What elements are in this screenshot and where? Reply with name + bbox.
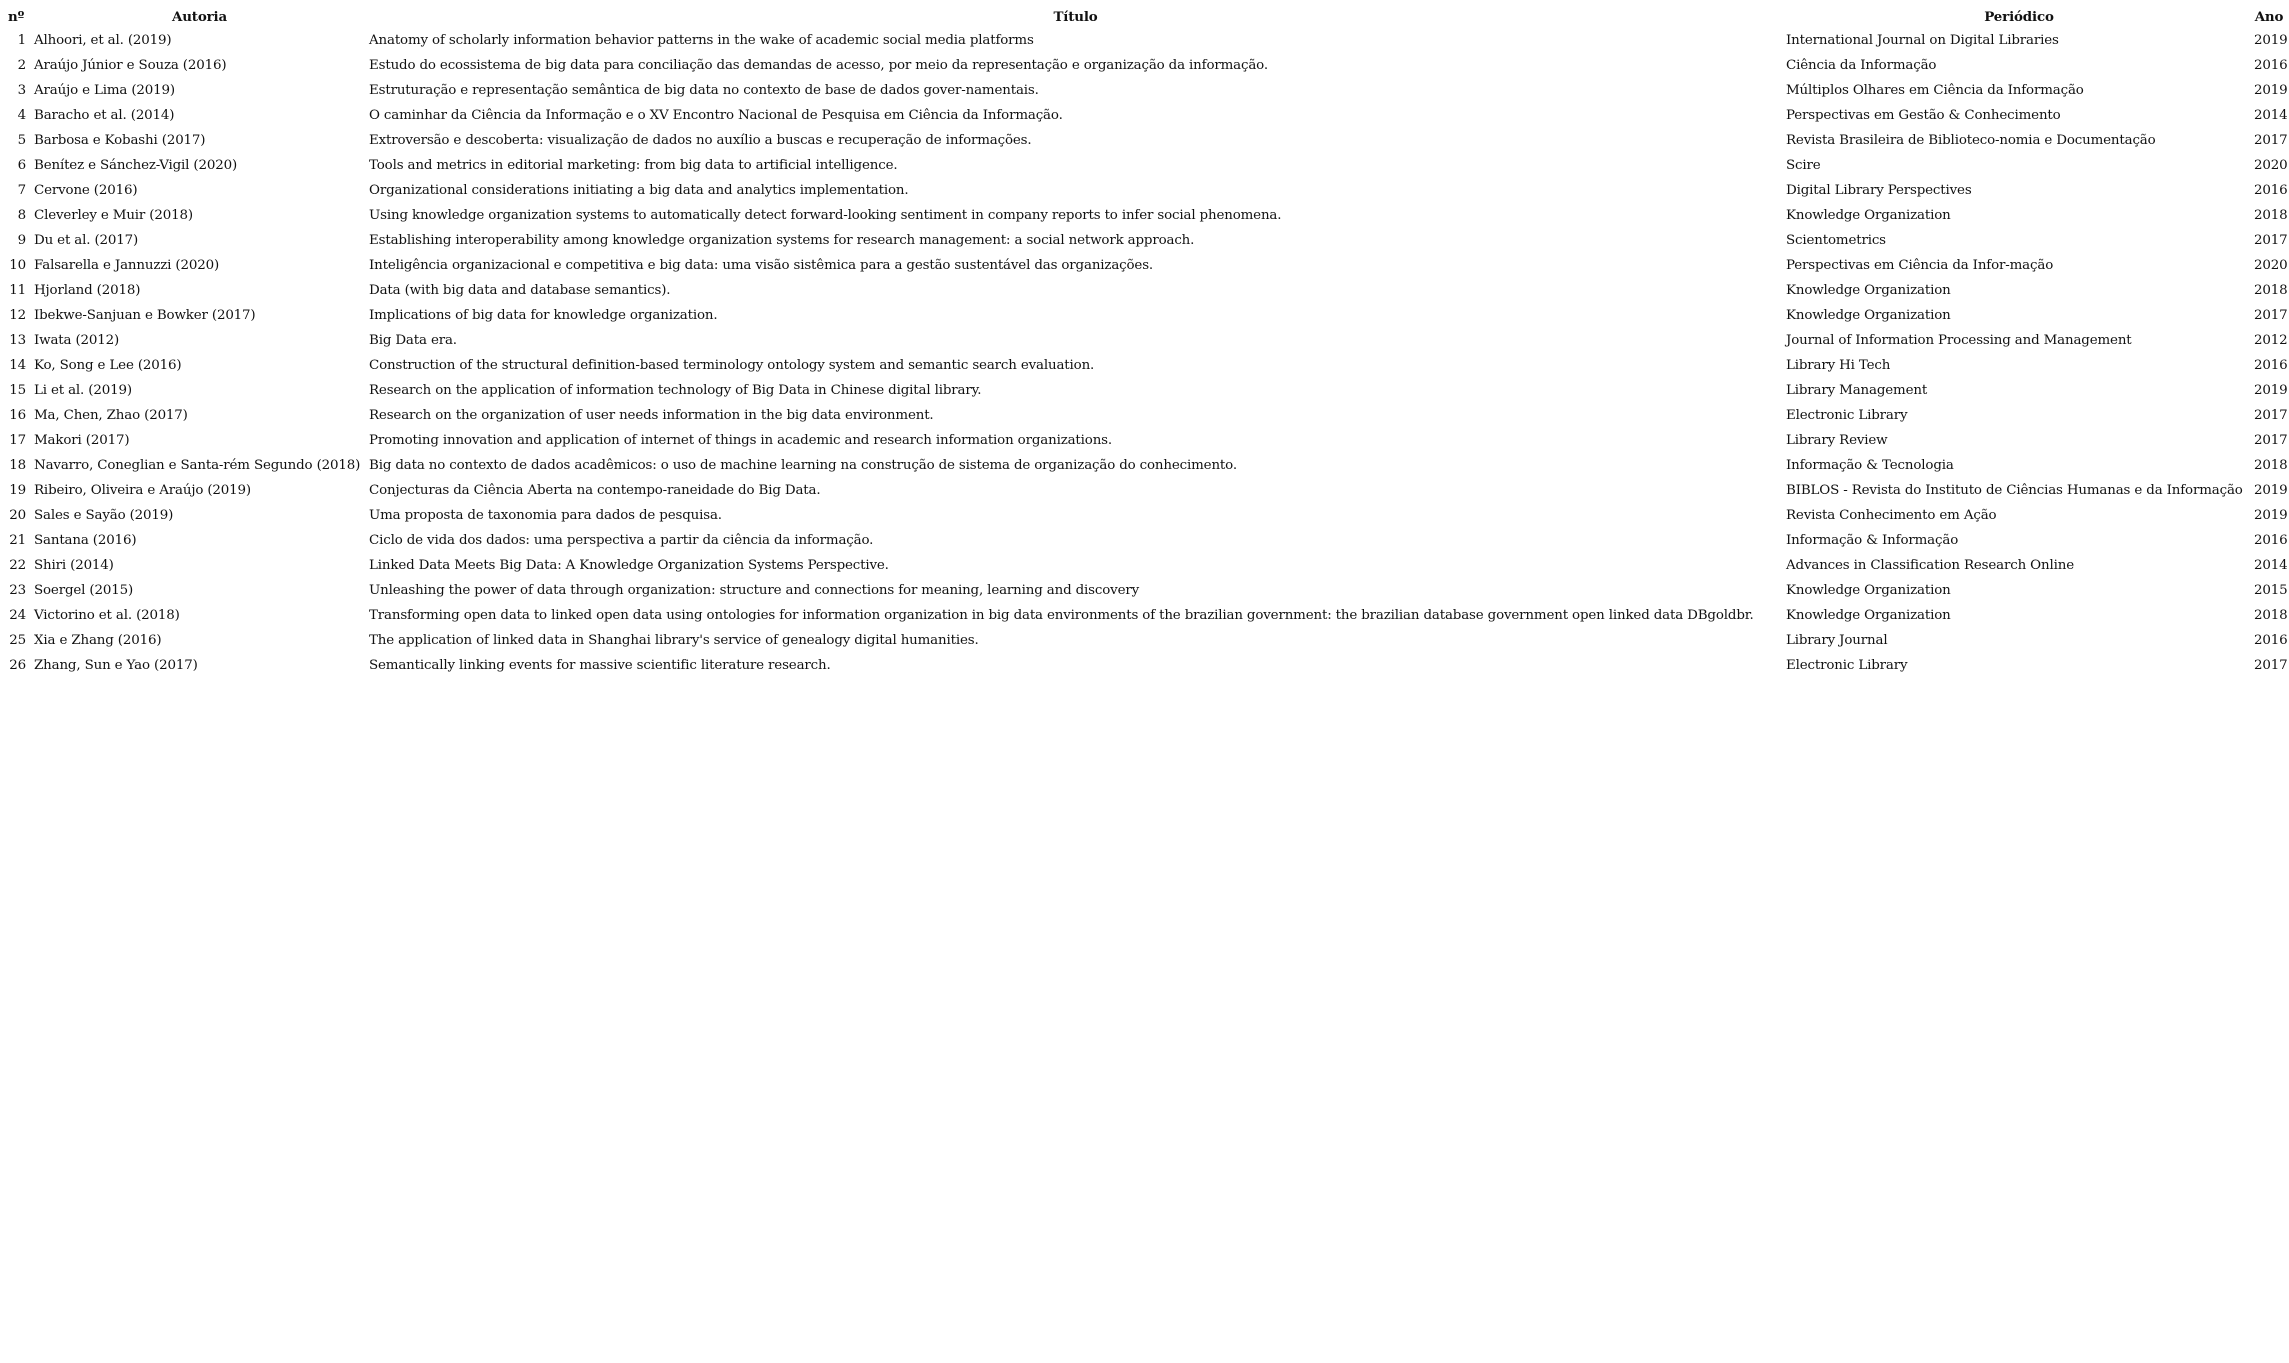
header-ano: Ano	[2254, 9, 2284, 25]
cell-ano: 2014	[2254, 558, 2288, 573]
cell-periodico: Library Management	[1786, 383, 1928, 398]
cell-titulo: Conjecturas da Ciência Aberta na contempo-raneidade do Big Data.	[369, 483, 821, 498]
cell-autoria: Cervone (2016)	[34, 183, 138, 198]
cell-autoria: Santana (2016)	[34, 533, 137, 548]
cell-titulo: Anatomy of scholarly information behavior patterns in the wake of academic social media platforms	[369, 33, 1034, 48]
table-row	[6, 53, 2284, 78]
table-row	[6, 653, 2284, 678]
cell-ano: 2018	[2254, 608, 2288, 623]
table-row	[6, 528, 2284, 553]
cell-autoria: Baracho et al. (2014)	[34, 108, 175, 123]
cell-titulo: Research on the application of information technology of Big Data in Chinese digital library.	[369, 383, 982, 398]
cell-ano: 2017	[2254, 658, 2288, 673]
table-row	[6, 553, 2284, 578]
cell-no: 11	[9, 283, 26, 298]
table-row	[6, 153, 2284, 178]
table-row	[6, 253, 2284, 278]
cell-periodico: International Journal on Digital Libraries	[1786, 33, 2059, 48]
table-row	[6, 628, 2284, 653]
cell-autoria: Ko, Song e Lee (2016)	[34, 358, 182, 373]
cell-periodico: Knowledge Organization	[1786, 608, 1951, 623]
cell-titulo: Unleashing the power of data through organization: structure and connections for meaning, learning and discovery	[369, 583, 1140, 598]
cell-no: 18	[9, 458, 26, 473]
cell-periodico: Revista Conhecimento em Ação	[1786, 508, 1997, 523]
cell-titulo: Uma proposta de taxonomia para dados de pesquisa.	[369, 508, 722, 523]
header-periodico: Periódico	[1984, 9, 2054, 25]
cell-titulo: Big data no contexto de dados acadêmicos: o uso de machine learning na construção de sistema de organização do conhecimento.	[369, 458, 1237, 473]
table-row	[6, 228, 2284, 253]
cell-ano: 2020	[2254, 158, 2288, 173]
cell-no: 10	[9, 258, 26, 273]
cell-titulo: O caminhar da Ciência da Informação e o XV Encontro Nacional de Pesquisa em Ciência da Informação.	[369, 108, 1063, 123]
cell-no: 3	[17, 83, 26, 98]
cell-ano: 2017	[2254, 233, 2288, 248]
cell-no: 19	[9, 483, 26, 498]
cell-periodico: Knowledge Organization	[1786, 583, 1951, 598]
table-row	[6, 603, 2284, 628]
cell-no: 20	[9, 508, 26, 523]
cell-ano: 2019	[2254, 483, 2288, 498]
table-row	[6, 178, 2284, 203]
cell-no: 26	[9, 658, 26, 673]
cell-periodico: Journal of Information Processing and Management	[1786, 333, 2132, 348]
cell-autoria: Iwata (2012)	[34, 333, 120, 348]
cell-autoria: Victorino et al. (2018)	[34, 608, 180, 623]
cell-autoria: Zhang, Sun e Yao (2017)	[34, 658, 198, 673]
cell-periodico: Scire	[1786, 158, 1821, 173]
cell-no: 6	[17, 158, 26, 173]
cell-autoria: Cleverley e Muir (2018)	[34, 208, 193, 223]
cell-no: 1	[17, 33, 26, 48]
cell-titulo: Extroversão e descoberta: visualização de dados no auxílio a buscas e recuperação de informações.	[369, 133, 1032, 148]
cell-ano: 2019	[2254, 33, 2288, 48]
cell-no: 15	[9, 383, 26, 398]
cell-autoria: Li et al. (2019)	[34, 383, 132, 398]
cell-autoria: Soergel (2015)	[34, 583, 134, 598]
cell-titulo: Ciclo de vida dos dados: uma perspectiva a partir da ciência da informação.	[369, 533, 874, 548]
cell-autoria: Ma, Chen, Zhao (2017)	[34, 408, 188, 423]
cell-no: 13	[9, 333, 26, 348]
cell-titulo: Construction of the structural definition-based terminology ontology system and semantic search evaluation.	[369, 358, 1095, 373]
cell-no: 9	[17, 233, 26, 248]
cell-titulo: Promoting innovation and application of internet of things in academic and research information organizations.	[369, 433, 1113, 448]
cell-titulo: Using knowledge organization systems to automatically detect forward-looking sentiment in company reports to infer social phenomena.	[369, 208, 1282, 223]
table-row	[6, 103, 2284, 128]
cell-autoria: Xia e Zhang (2016)	[34, 633, 162, 648]
cell-periodico: Ciência da Informação	[1786, 58, 1937, 73]
cell-autoria: Sales e Sayão (2019)	[34, 508, 174, 523]
cell-ano: 2019	[2254, 83, 2288, 98]
table-row	[6, 203, 2284, 228]
cell-titulo: Linked Data Meets Big Data: A Knowledge Organization Systems Perspective.	[369, 558, 889, 573]
cell-periodico: Informação & Tecnologia	[1786, 458, 1954, 473]
cell-periodico: Revista Brasileira de Biblioteco-nomia e Documentação	[1786, 133, 2156, 148]
header-no: nº	[8, 9, 25, 25]
cell-ano: 2017	[2254, 408, 2288, 423]
table-header	[6, 6, 2284, 28]
cell-no: 8	[17, 208, 26, 223]
cell-titulo: Organizational considerations initiating a big data and analytics implementation.	[369, 183, 909, 198]
cell-ano: 2016	[2254, 183, 2288, 198]
table-body	[6, 28, 2288, 678]
cell-titulo: The application of linked data in Shanghai library's service of genealogy digital humanities.	[369, 633, 979, 648]
cell-periodico: Scientometrics	[1786, 233, 1886, 248]
cell-periodico: Perspectivas em Ciência da Infor-mação	[1786, 258, 2054, 273]
table-row	[6, 128, 2284, 153]
cell-autoria: Falsarella e Jannuzzi (2020)	[34, 258, 220, 273]
cell-periodico: Múltiplos Olhares em Ciência da Informação	[1786, 83, 2084, 98]
table-row	[6, 28, 2284, 53]
cell-ano: 2016	[2254, 58, 2288, 73]
header-row	[6, 6, 2284, 28]
cell-periodico: Informação & Informação	[1786, 533, 1959, 548]
cell-no: 14	[9, 358, 26, 373]
cell-ano: 2019	[2254, 508, 2288, 523]
cell-titulo: Data (with big data and database semantics).	[369, 283, 671, 298]
cell-autoria: Alhoori, et al. (2019)	[34, 33, 172, 48]
cell-no: 2	[17, 58, 26, 73]
cell-autoria: Araújo e Lima (2019)	[34, 83, 175, 98]
table-row	[6, 428, 2284, 453]
table-row	[6, 78, 2284, 103]
cell-ano: 2019	[2254, 383, 2288, 398]
cell-autoria: Makori (2017)	[34, 433, 130, 448]
cell-titulo: Establishing interoperability among knowledge organization systems for research management: a social network approach.	[369, 233, 1195, 248]
table-row	[6, 303, 2284, 328]
cell-autoria: Hjorland (2018)	[34, 283, 141, 298]
table-row	[6, 403, 2284, 428]
table-row	[6, 353, 2284, 378]
cell-titulo: Tools and metrics in editorial marketing: from big data to artificial intelligence.	[369, 158, 898, 173]
cell-ano: 2018	[2254, 283, 2288, 298]
cell-ano: 2017	[2254, 133, 2288, 148]
cell-periodico: Knowledge Organization	[1786, 308, 1951, 323]
cell-autoria: Benítez e Sánchez-Vigil (2020)	[34, 158, 238, 173]
cell-periodico: Library Journal	[1786, 633, 1888, 648]
table-row	[6, 578, 2284, 603]
references-table	[6, 6, 2288, 678]
cell-no: 7	[17, 183, 26, 198]
cell-periodico: Library Review	[1786, 433, 1888, 448]
cell-periodico: Electronic Library	[1786, 658, 1908, 673]
cell-titulo: Implications of big data for knowledge organization.	[369, 308, 718, 323]
cell-autoria: Ibekwe-Sanjuan e Bowker (2017)	[34, 308, 256, 323]
cell-titulo: Semantically linking events for massive scientific literature research.	[369, 658, 831, 673]
cell-ano: 2018	[2254, 208, 2288, 223]
header-autoria: Autoria	[171, 9, 227, 25]
cell-no: 12	[9, 308, 26, 323]
cell-autoria: Du et al. (2017)	[34, 233, 139, 248]
table-row	[6, 278, 2284, 303]
cell-periodico: Library Hi Tech	[1786, 358, 1891, 373]
cell-no: 17	[9, 433, 26, 448]
cell-autoria: Shiri (2014)	[34, 558, 114, 573]
cell-periodico: Electronic Library	[1786, 408, 1908, 423]
cell-periodico: Knowledge Organization	[1786, 208, 1951, 223]
cell-ano: 2017	[2254, 433, 2288, 448]
cell-ano: 2016	[2254, 358, 2288, 373]
cell-ano: 2018	[2254, 458, 2288, 473]
header-titulo: Título	[1053, 9, 1098, 25]
cell-titulo: Estudo do ecossistema de big data para conciliação das demandas de acesso, por meio da representação e organização da informação.	[369, 58, 1268, 73]
cell-no: 22	[9, 558, 26, 573]
cell-titulo: Research on the organization of user needs information in the big data environment.	[369, 408, 934, 423]
cell-ano: 2015	[2254, 583, 2288, 598]
cell-no: 16	[9, 408, 26, 423]
cell-autoria: Ribeiro, Oliveira e Araújo (2019)	[34, 483, 251, 498]
cell-ano: 2017	[2254, 308, 2288, 323]
table-row	[6, 503, 2284, 528]
cell-no: 24	[9, 608, 26, 623]
cell-titulo: Estruturação e representação semântica de big data no contexto de base de dados gover-namentais.	[369, 83, 1039, 98]
cell-no: 4	[17, 108, 26, 123]
cell-periodico: BIBLOS - Revista do Instituto de Ciências Humanas e da Informação	[1786, 483, 2243, 498]
cell-titulo: Big Data era.	[369, 333, 457, 348]
cell-ano: 2012	[2254, 333, 2288, 348]
cell-periodico: Perspectivas em Gestão & Conhecimento	[1786, 108, 2061, 123]
cell-periodico: Knowledge Organization	[1786, 283, 1951, 298]
cell-no: 21	[9, 533, 26, 548]
cell-titulo: Inteligência organizacional e competitiva e big data: uma visão sistêmica para a gestão sustentável das organizações.	[369, 258, 1154, 273]
cell-titulo: Transforming open data to linked open data using ontologies for information organization in big data environments of the brazilian government: the brazilian database government open linked data DBgoldbr.	[369, 608, 1754, 623]
cell-no: 25	[9, 633, 26, 648]
table-row	[6, 328, 2284, 353]
cell-ano: 2014	[2254, 108, 2288, 123]
table-row	[6, 378, 2284, 403]
cell-ano: 2020	[2254, 258, 2288, 273]
cell-autoria: Barbosa e Kobashi (2017)	[34, 133, 206, 148]
table-row	[6, 478, 2284, 503]
cell-periodico: Digital Library Perspectives	[1786, 183, 1972, 198]
cell-no: 23	[9, 583, 26, 598]
cell-ano: 2016	[2254, 633, 2288, 648]
table-row	[6, 453, 2284, 478]
cell-periodico: Advances in Classification Research Online	[1786, 558, 2074, 573]
cell-ano: 2016	[2254, 533, 2288, 548]
table-container	[6, 6, 2288, 678]
cell-autoria: Araújo Júnior e Souza (2016)	[34, 58, 227, 73]
cell-no: 5	[17, 133, 26, 148]
cell-autoria: Navarro, Coneglian e Santa-rém Segundo (2018)	[34, 458, 361, 473]
